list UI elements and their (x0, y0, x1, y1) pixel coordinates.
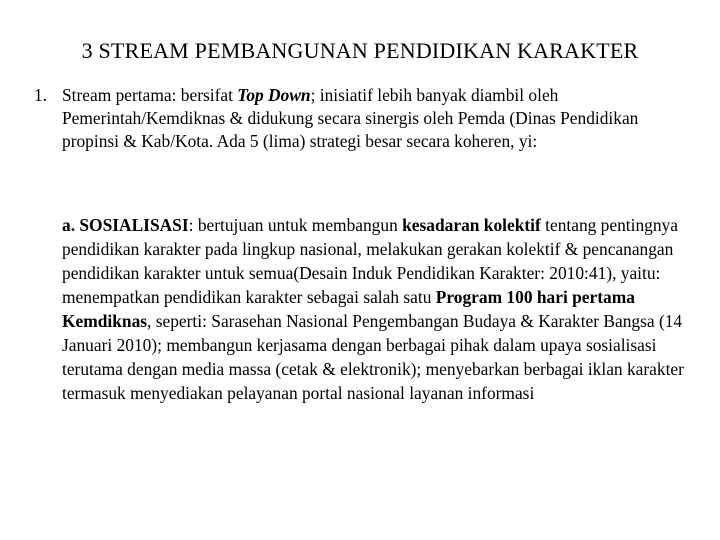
program-100-hari-emphasis: Program 100 hari pertama Kemdiknas (62, 287, 635, 331)
sub-point-a-sosialisasi (62, 213, 692, 405)
top-down-emphasis: Top Down (237, 85, 311, 105)
point-1-text (62, 84, 694, 153)
sub-a-text-3: , seperti: Sarasehan Nasional Pengembangan Budaya & Karakter Bangsa (14 Januari 2010); membangun kerjasama dengan berbagai pihak dalam upaya sosialisasi terutama dengan media massa (cetak & elektronik); menyebarkan berbagai iklan karakter termasuk menyediakan pelayanan portal nasional layanan informasi (62, 311, 684, 403)
point-number: 1. (34, 85, 48, 105)
sub-a-text-1: : bertujuan untuk membangun (188, 215, 403, 235)
point-1-intro: Stream pertama: bersifat (62, 85, 238, 105)
point-1-rest: ; inisiatif lebih banyak diambil oleh Pemerintah/Kemdiknas & didukung secara sinergis oleh Pemda (Dinas Pendidikan propinsi & Kab/Kota. Ada 5 (lima) strategi besar secara koheren, yi: (62, 85, 639, 151)
kesadaran-kolektif-emphasis: kesadaran kolektif (402, 215, 541, 235)
sub-point-a-label: a. SOSIALISASI (62, 215, 189, 235)
slide-title: 3 STREAM PEMBANGUNAN PENDIDIKAN KARAKTER (81, 38, 639, 63)
sub-a-text-2: tentang pentingnya pendidikan karakter pada lingkup nasional, melakukan gerakan kolektif & pencanangan pendidikan karakter untuk semua(Desain Induk Pendidikan Karakter: 2010:41), yaitu: menempatkan pendidikan karakter sebagai salah satu (62, 215, 678, 307)
stream-point-1 (34, 84, 694, 153)
